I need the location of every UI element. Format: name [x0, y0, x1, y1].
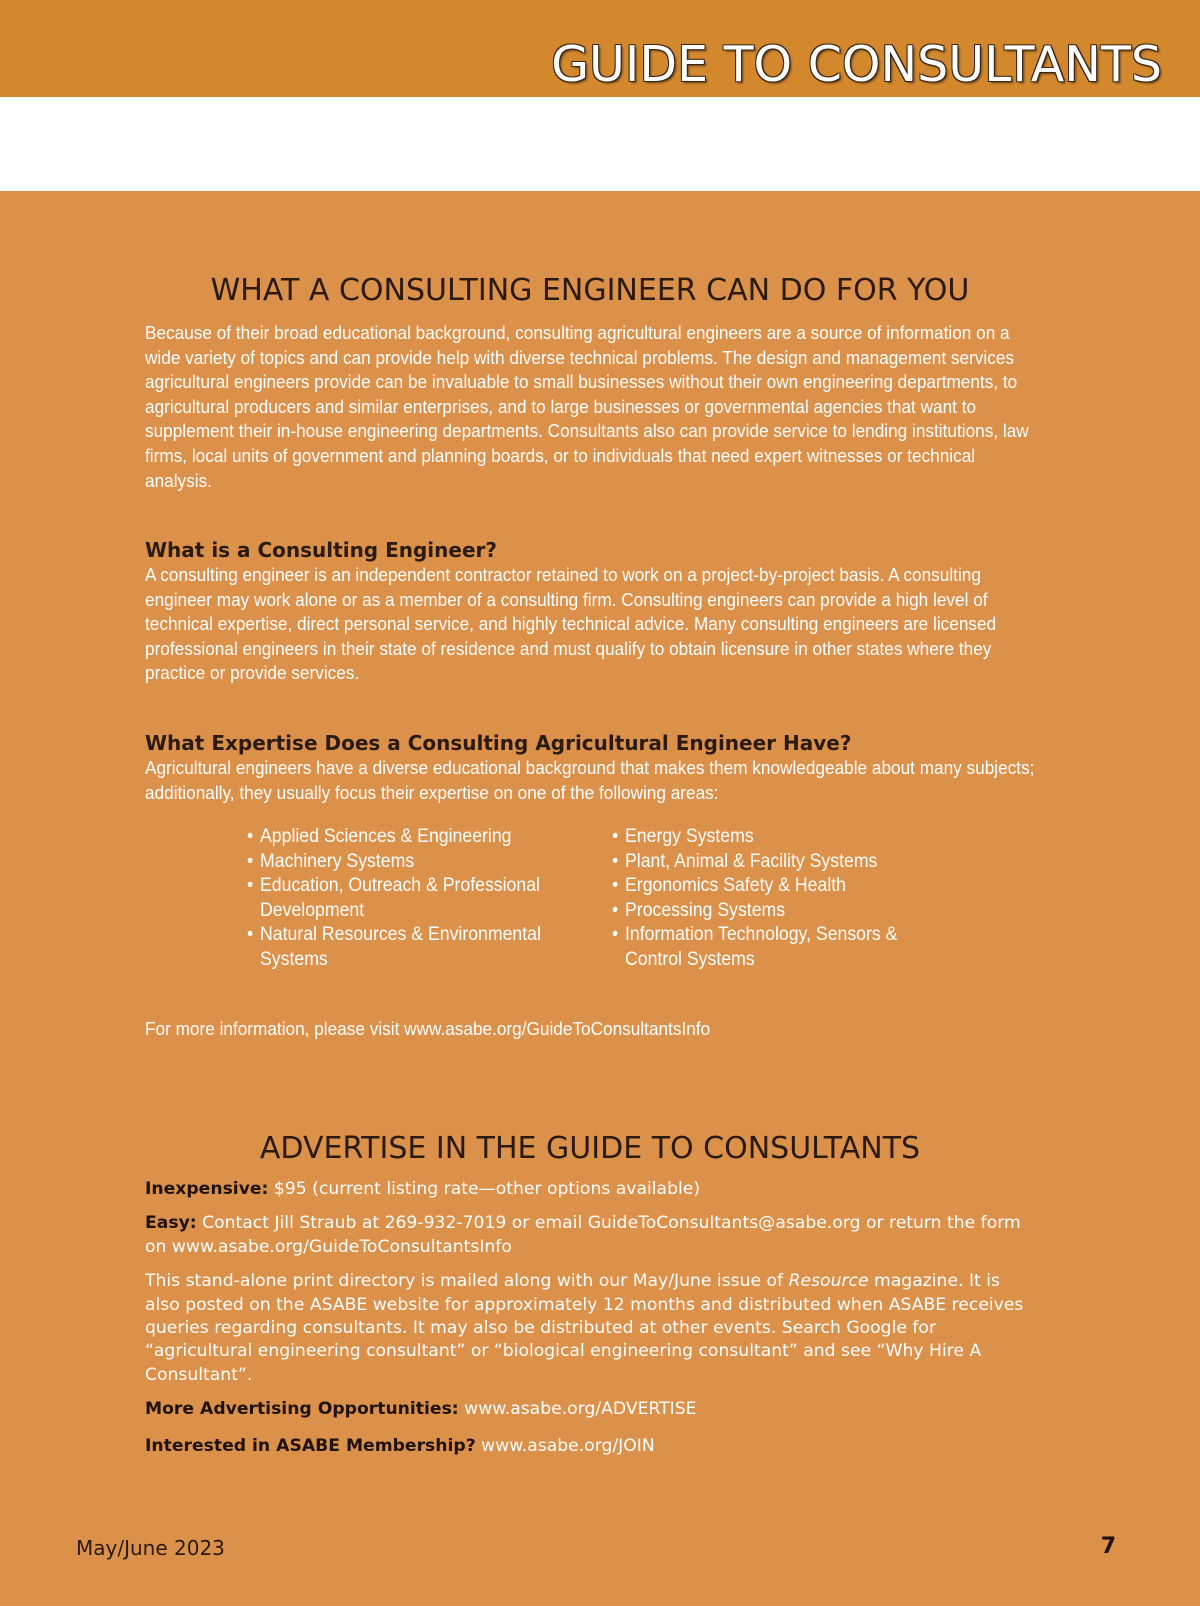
section-what-is [145, 538, 1035, 562]
membership-label: Interested in ASABE Membership? [145, 1435, 476, 1456]
directory-text-post: magazine. It is also posted on the ASABE website for approximately 12 months and distributed when ASABE receives queries regarding consultants. It may also be distributed at other events. Search Google for “agricultural engineering consultant” or “biological engineering consultant” and see “Why Hire A Consultant”. [145, 1271, 1024, 1385]
more-info-text: For more information, please visit www.asabe.org/GuideToConsultantsInfo [145, 1018, 711, 1039]
resource-magazine-name: Resource [788, 1271, 869, 1292]
advertise-heading: ADVERTISE IN THE GUIDE TO CONSULTANTS [259, 1131, 921, 1166]
inexpensive-label: Inexpensive: [145, 1179, 269, 1199]
section1-body [145, 321, 1035, 493]
easy-line [145, 1212, 1035, 1259]
join-link[interactable]: www.asabe.org/JOIN [481, 1435, 655, 1456]
membership-line [145, 1435, 1035, 1458]
areas-list-right [612, 825, 932, 973]
list-item: • Ergonomics Safety & Health [612, 874, 910, 899]
section1-paragraph: Because of their broad educational background, consulting agricultural engineers are a source of information on a wide variety of topics and can provide help with diverse technical problems. The design and management services agricultural engineers provide can be invaluable to small businesses without their own engineering departments, to agricultural producers and similar enterprises, and to large businesses or governmental agencies that want to supplement their in-house engineering departments. Consultants also can provide service to lending institutions, law firms, local units of government and planning boards, or to individuals that need expert witnesses or technical analysis. [145, 322, 1029, 491]
section-advertise [145, 1131, 1035, 1167]
subheading-expertise: What Expertise Does a Consulting Agricultural Engineer Have? [145, 731, 852, 755]
section-what-consulting-engineer [145, 273, 1035, 309]
white-band [0, 97, 1200, 191]
guide-title: GUIDE TO CONSULTANTS [551, 36, 1162, 93]
section3-paragraph: Agricultural engineers have a diverse educational background that makes them knowledgeable about many subjects; additionally, they usually focus their expertise on one of the following areas: [145, 757, 1035, 803]
list-item: • Machinery Systems [247, 850, 545, 875]
section-heading: WHAT A CONSULTING ENGINEER CAN DO FOR YOU [210, 273, 970, 308]
inexpensive-text: $95 (current listing rate—other options available) [273, 1179, 701, 1199]
list-item: • Plant, Animal & Facility Systems [612, 850, 910, 875]
section3-body [145, 756, 1035, 805]
subheading-what-is: What is a Consulting Engineer? [145, 538, 497, 562]
page-number: 7 [1100, 1534, 1116, 1559]
more-advertising-line [145, 1398, 1035, 1421]
list-item: • Applied Sciences & Engineering [247, 825, 545, 850]
easy-label: Easy: [145, 1213, 197, 1234]
easy-text: Contact Jill Straub at 269-932-7019 or email GuideToConsultants@asabe.org or return the form on www.asabe.org/GuideToConsultantsInfo [145, 1213, 1021, 1257]
inexpensive-line [145, 1178, 1035, 1201]
section-expertise [145, 731, 1035, 755]
issue-date: May/June 2023 [76, 1536, 225, 1560]
more-info [145, 1017, 1035, 1042]
directory-text-pre: This stand-alone print directory is mailed along with our May/June issue of [145, 1271, 784, 1292]
areas-list-left [247, 825, 567, 973]
header-bar [0, 0, 1200, 97]
list-item: • Energy Systems [612, 825, 910, 850]
more-advertising-label: More Advertising Opportunities: [145, 1399, 459, 1420]
section2-body [145, 563, 1035, 686]
advertise-link[interactable]: www.asabe.org/ADVERTISE [464, 1399, 697, 1420]
directory-paragraph [145, 1270, 1035, 1387]
list-item: • Education, Outreach & Professional Development [247, 874, 545, 923]
section2-paragraph: A consulting engineer is an independent contractor retained to work on a project-by-project basis. A consulting engineer may work alone or as a member of a consulting firm. Consulting engineers can provide a high level of technical expertise, direct personal service, and highly technical advice. Many consulting engineers are licensed professional engineers in their state of residence and must qualify to obtain licensure in other states where they practice or provide services. [145, 564, 997, 684]
list-item: • Natural Resources & Environmental Systems [247, 923, 545, 972]
advertise-body [145, 1178, 1035, 1458]
list-item: • Processing Systems [612, 899, 910, 924]
list-item: • Information Technology, Sensors & Control Systems [612, 923, 910, 972]
